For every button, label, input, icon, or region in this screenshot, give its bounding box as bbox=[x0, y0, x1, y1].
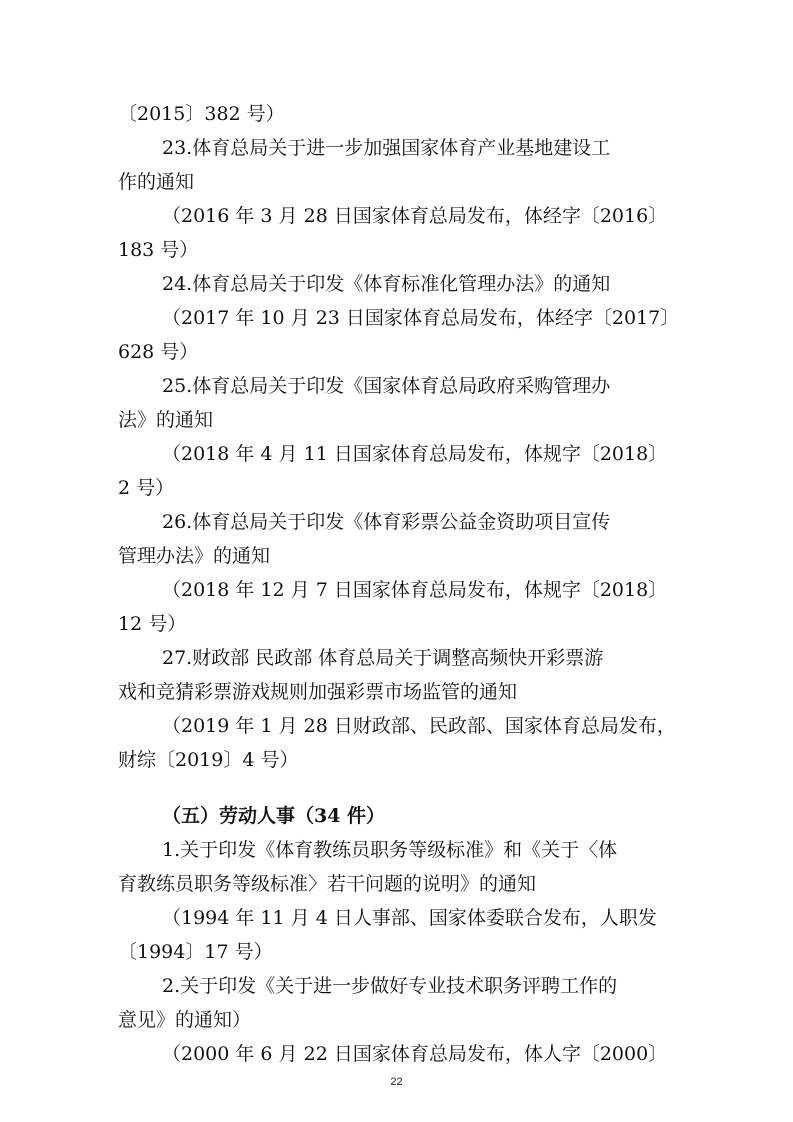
text-line: 628 号） bbox=[118, 341, 199, 363]
text-line: 管理办法》的通知 bbox=[118, 545, 271, 567]
list-item-title: 1.关于印发《体育教练员职务等级标准》和《关于〈体 bbox=[162, 839, 618, 861]
list-item-title: 24.体育总局关于印发《体育标准化管理办法》的通知 bbox=[162, 273, 611, 295]
text-line: 意见》的通知） bbox=[118, 1009, 252, 1031]
publication-info: （1994 年 11 月 4 日人事部、国家体委联合发布，人职发 bbox=[162, 907, 657, 929]
text-line: 2 号） bbox=[118, 477, 175, 499]
text-line: 财综〔2019〕4 号） bbox=[118, 749, 299, 771]
list-item-title: 26.体育总局关于印发《体育彩票公益金资助项目宣传 bbox=[162, 511, 611, 533]
text-line: 作的通知 bbox=[118, 171, 195, 193]
text-line: 183 号） bbox=[118, 239, 199, 261]
list-item-title: 27.财政部 民政部 体育总局关于调整高频快开彩票游 bbox=[162, 647, 604, 669]
text-line: 〔1994〕17 号） bbox=[118, 941, 273, 963]
publication-info: （2000 年 6 月 22 日国家体育总局发布，体人字〔2000〕 bbox=[162, 1043, 668, 1065]
list-item-title: 25.体育总局关于印发《国家体育总局政府采购管理办 bbox=[162, 375, 611, 397]
list-item-title: 2.关于印发《关于进一步做好专业技术职务评聘工作的 bbox=[162, 975, 618, 997]
publication-info: （2018 年 4 月 11 日国家体育总局发布，体规字〔2018〕 bbox=[162, 443, 668, 465]
publication-info: （2019 年 1 月 28 日财政部、民政部、国家体育总局发布， bbox=[162, 715, 676, 737]
publication-info: （2016 年 3 月 28 日国家体育总局发布，体经字〔2016〕 bbox=[162, 205, 668, 227]
text-line: 〔2015〕382 号） bbox=[118, 103, 285, 125]
text-line: 12 号） bbox=[118, 613, 187, 635]
publication-info: （2018 年 12 月 7 日国家体育总局发布，体规字〔2018〕 bbox=[162, 579, 668, 601]
publication-info: （2017 年 10 月 23 日国家体育总局发布，体经字〔2017〕 bbox=[162, 307, 680, 329]
list-item-title: 23.体育总局关于进一步加强国家体育产业基地建设工 bbox=[162, 137, 611, 159]
text-line: 戏和竞猜彩票游戏规则加强彩票市场监管的通知 bbox=[118, 681, 518, 703]
page-number: 22 bbox=[390, 1076, 403, 1088]
text-line: 法》的通知 bbox=[118, 409, 214, 431]
section-heading: （五）劳动人事（34 件） bbox=[162, 805, 386, 827]
text-line: 育教练员职务等级标准〉若干问题的说明》的通知 bbox=[118, 873, 537, 895]
